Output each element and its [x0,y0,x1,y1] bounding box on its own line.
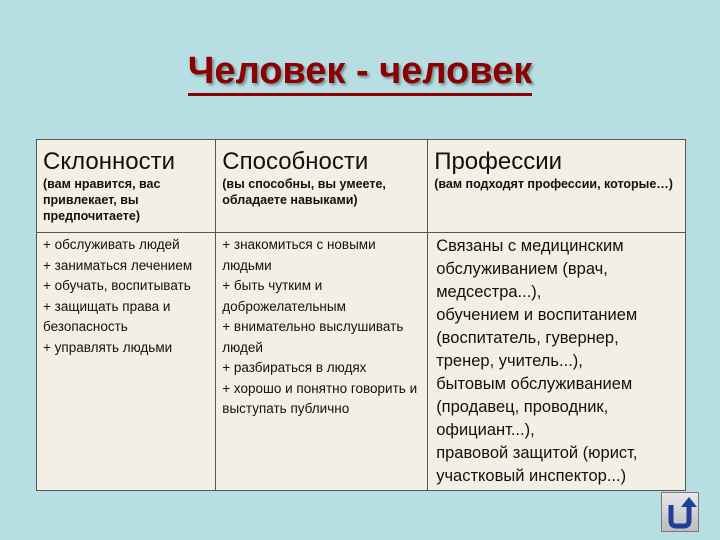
list-item: + хорошо и понятно говорить и выступать публично [222,380,418,416]
profession-line: обучением и воспитанием (воспитатель, гувернер, тренер, учитель...), [436,306,638,370]
list-item: + защищать права и безопасность [43,298,171,334]
header-cell-abilities [216,140,428,233]
list-item: + обучать, воспитывать [43,278,191,293]
inclinations-cell [37,233,216,491]
slide-title [0,50,720,93]
professions-cell [428,233,686,491]
return-button[interactable] [661,492,699,532]
header-cell-professions [428,140,686,233]
abilities-cell [216,233,428,491]
list-item: + обслуживать людей [43,237,180,252]
header-inclinations-title: Склонности [43,148,175,175]
list-item: + управлять людьми [43,339,173,355]
return-arrow-icon [662,493,698,531]
table-header-row [37,140,686,233]
list-item: + внимательно выслушивать людей [222,319,404,355]
career-table [36,139,686,491]
list-item: + заниматься лечением [43,257,193,273]
list-item: + разбираться в людях [222,360,367,375]
header-professions-note: (вам подходят профессии, которые…) [434,177,673,191]
abilities-list [216,233,427,420]
list-item: + быть чутким и доброжелательным [222,278,346,314]
header-cell-inclinations [37,140,216,233]
header-abilities-note: (вы способны, вы умеете, обладаете навыками) [222,177,386,207]
slide-title-text: Человек - человек [188,50,533,96]
table-body-row [37,233,686,491]
profession-line: Связаны с медицинским обслуживанием (врач, медсестра...), [436,237,624,301]
list-item: + знакомиться с новыми людьми [222,237,376,273]
professions-text [428,233,685,488]
profession-line: правовой защитой (юрист, участковый инспектор...) [436,444,638,485]
inclinations-list [37,233,215,358]
header-abilities-title: Способности [222,148,369,175]
profession-line: бытовым обслуживанием (продавец, проводник, официант...), [436,375,633,439]
header-professions-title: Профессии [434,148,563,175]
header-inclinations-note: (вам нравится, вас привлекает, вы предпочитаете) [43,177,161,223]
